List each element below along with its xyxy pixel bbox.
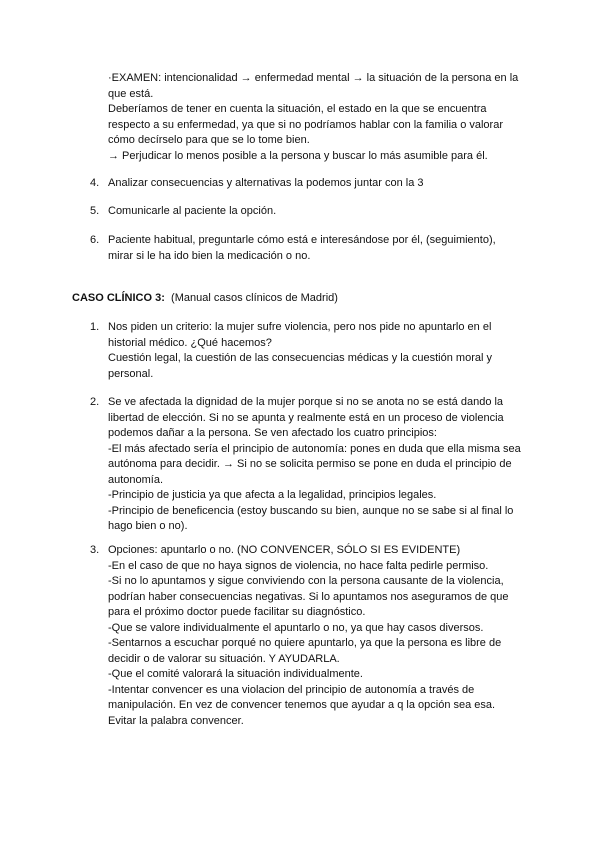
- list-item: [90, 233, 548, 264]
- list-item: [90, 320, 548, 382]
- list-item: [90, 395, 548, 535]
- text-line: que está.: [108, 87, 154, 100]
- intro-paragraph: [108, 71, 548, 164]
- text-line: Analizar consecuencias y alternativas la podemos juntar con la 3: [108, 177, 424, 189]
- text-line: -Que se valore individualmente el apuntarlo o no, ya que hay casos diversos.: [108, 621, 484, 634]
- list-number: 4.: [90, 177, 100, 189]
- text-line: autónoma para decidir. → Si no se solicita permiso se pone en duda el principio de: [108, 458, 512, 470]
- list-number: 5.: [90, 205, 100, 217]
- text-line: decidir o de valorar su situación. Y AYUDARLA.: [108, 652, 340, 665]
- text-line: -Principio de justicia ya que afecta a la legalidad, principios legales.: [108, 489, 437, 501]
- text-line: para el próximo doctor puede facilitar su diagnóstico.: [108, 606, 366, 618]
- text-line: -Si no lo apuntamos y sigue conviviendo con la persona causante de la violencia,: [108, 575, 504, 587]
- text-line: -Que el comité valorará la situación individualmente.: [108, 668, 363, 680]
- text-line: autonomía.: [108, 473, 164, 486]
- text-line: Se ve afectada la dignidad de la mujer porque si no se anota no se está dando la: [108, 396, 504, 408]
- text-line: -Sentarnos a escuchar porqué no quiere apuntarlo, ya que la persona es libre de: [108, 637, 502, 649]
- text-line: hago bien o no).: [108, 520, 188, 532]
- text-line: -Principio de beneficencia (estoy buscando su bien, aunque no se sabe si al final lo: [108, 504, 514, 517]
- text-line: cómo decírselo para que se lo tome bien.: [108, 134, 310, 146]
- text-line: → Perjudicar lo menos posible a la persona y buscar lo más asumible para él.: [108, 149, 488, 162]
- text-line: podrían haber consecuencias negativas. Si lo apuntamos nos aseguramos de que: [108, 590, 509, 603]
- text-line: podemos dañar a la persona. Se ven afectado los cuatro principios:: [108, 427, 437, 439]
- text-line: personal.: [108, 367, 154, 380]
- text-line: Evitar la palabra convencer.: [108, 714, 244, 727]
- text-line: -El más afectado sería el principio de autonomía: pones en duda que ella misma sea: [108, 442, 521, 455]
- text-line: respecto a su enfermedad, ya que si no podríamos hablar con la familia o valorar: [108, 118, 503, 131]
- text-line: Deberíamos de tener en cuenta la situación, el estado en la que se encuentra: [108, 103, 487, 115]
- text-line: Paciente habitual, preguntarle cómo está e interesándose por él, (seguimiento),: [108, 234, 496, 246]
- list-number: 6.: [90, 234, 100, 246]
- text-line: historial médico. ¿Qué hacemos?: [108, 336, 272, 349]
- case-subtitle: (Manual casos clínicos de Madrid): [171, 292, 338, 304]
- text-line: -En el caso de que no haya signos de violencia, no hace falta pedirle permiso.: [108, 559, 489, 572]
- text-line: Opciones: apuntarlo o no. (NO CONVENCER, SÓLO SI ES EVIDENTE): [108, 544, 461, 556]
- text-line: Cuestión legal, la cuestión de las consecuencias médicas y la cuestión moral y: [108, 352, 492, 364]
- text-line: mirar si le ha ido bien la medicación o no.: [108, 249, 311, 262]
- text-line: manipulación. En vez de convencer tenemos que ayudar a q la opción sea esa.: [108, 699, 496, 711]
- text-line: Nos piden un criterio: la mujer sufre violencia, pero nos pide no apuntarlo en el: [108, 321, 492, 333]
- list-number: 1.: [90, 321, 100, 333]
- list-item: [90, 204, 548, 220]
- case-heading: [72, 291, 338, 307]
- text-line: -Intentar convencer es una violacion del principio de autonomía a través de: [108, 683, 475, 696]
- list-number: 2.: [90, 396, 100, 408]
- case-title: CASO CLÍNICO 3:: [72, 292, 165, 304]
- list-item: [90, 543, 548, 729]
- text-line: ·EXAMEN: intencionalidad → enfermedad mental → la situación de la persona en la: [108, 72, 519, 84]
- text-line: libertad de elección. Si no se apunta y realmente está en un proceso de violencia: [108, 411, 504, 424]
- list-item: [90, 176, 548, 192]
- list-number: 3.: [90, 544, 100, 556]
- text-line: Comunicarle al paciente la opción.: [108, 205, 277, 217]
